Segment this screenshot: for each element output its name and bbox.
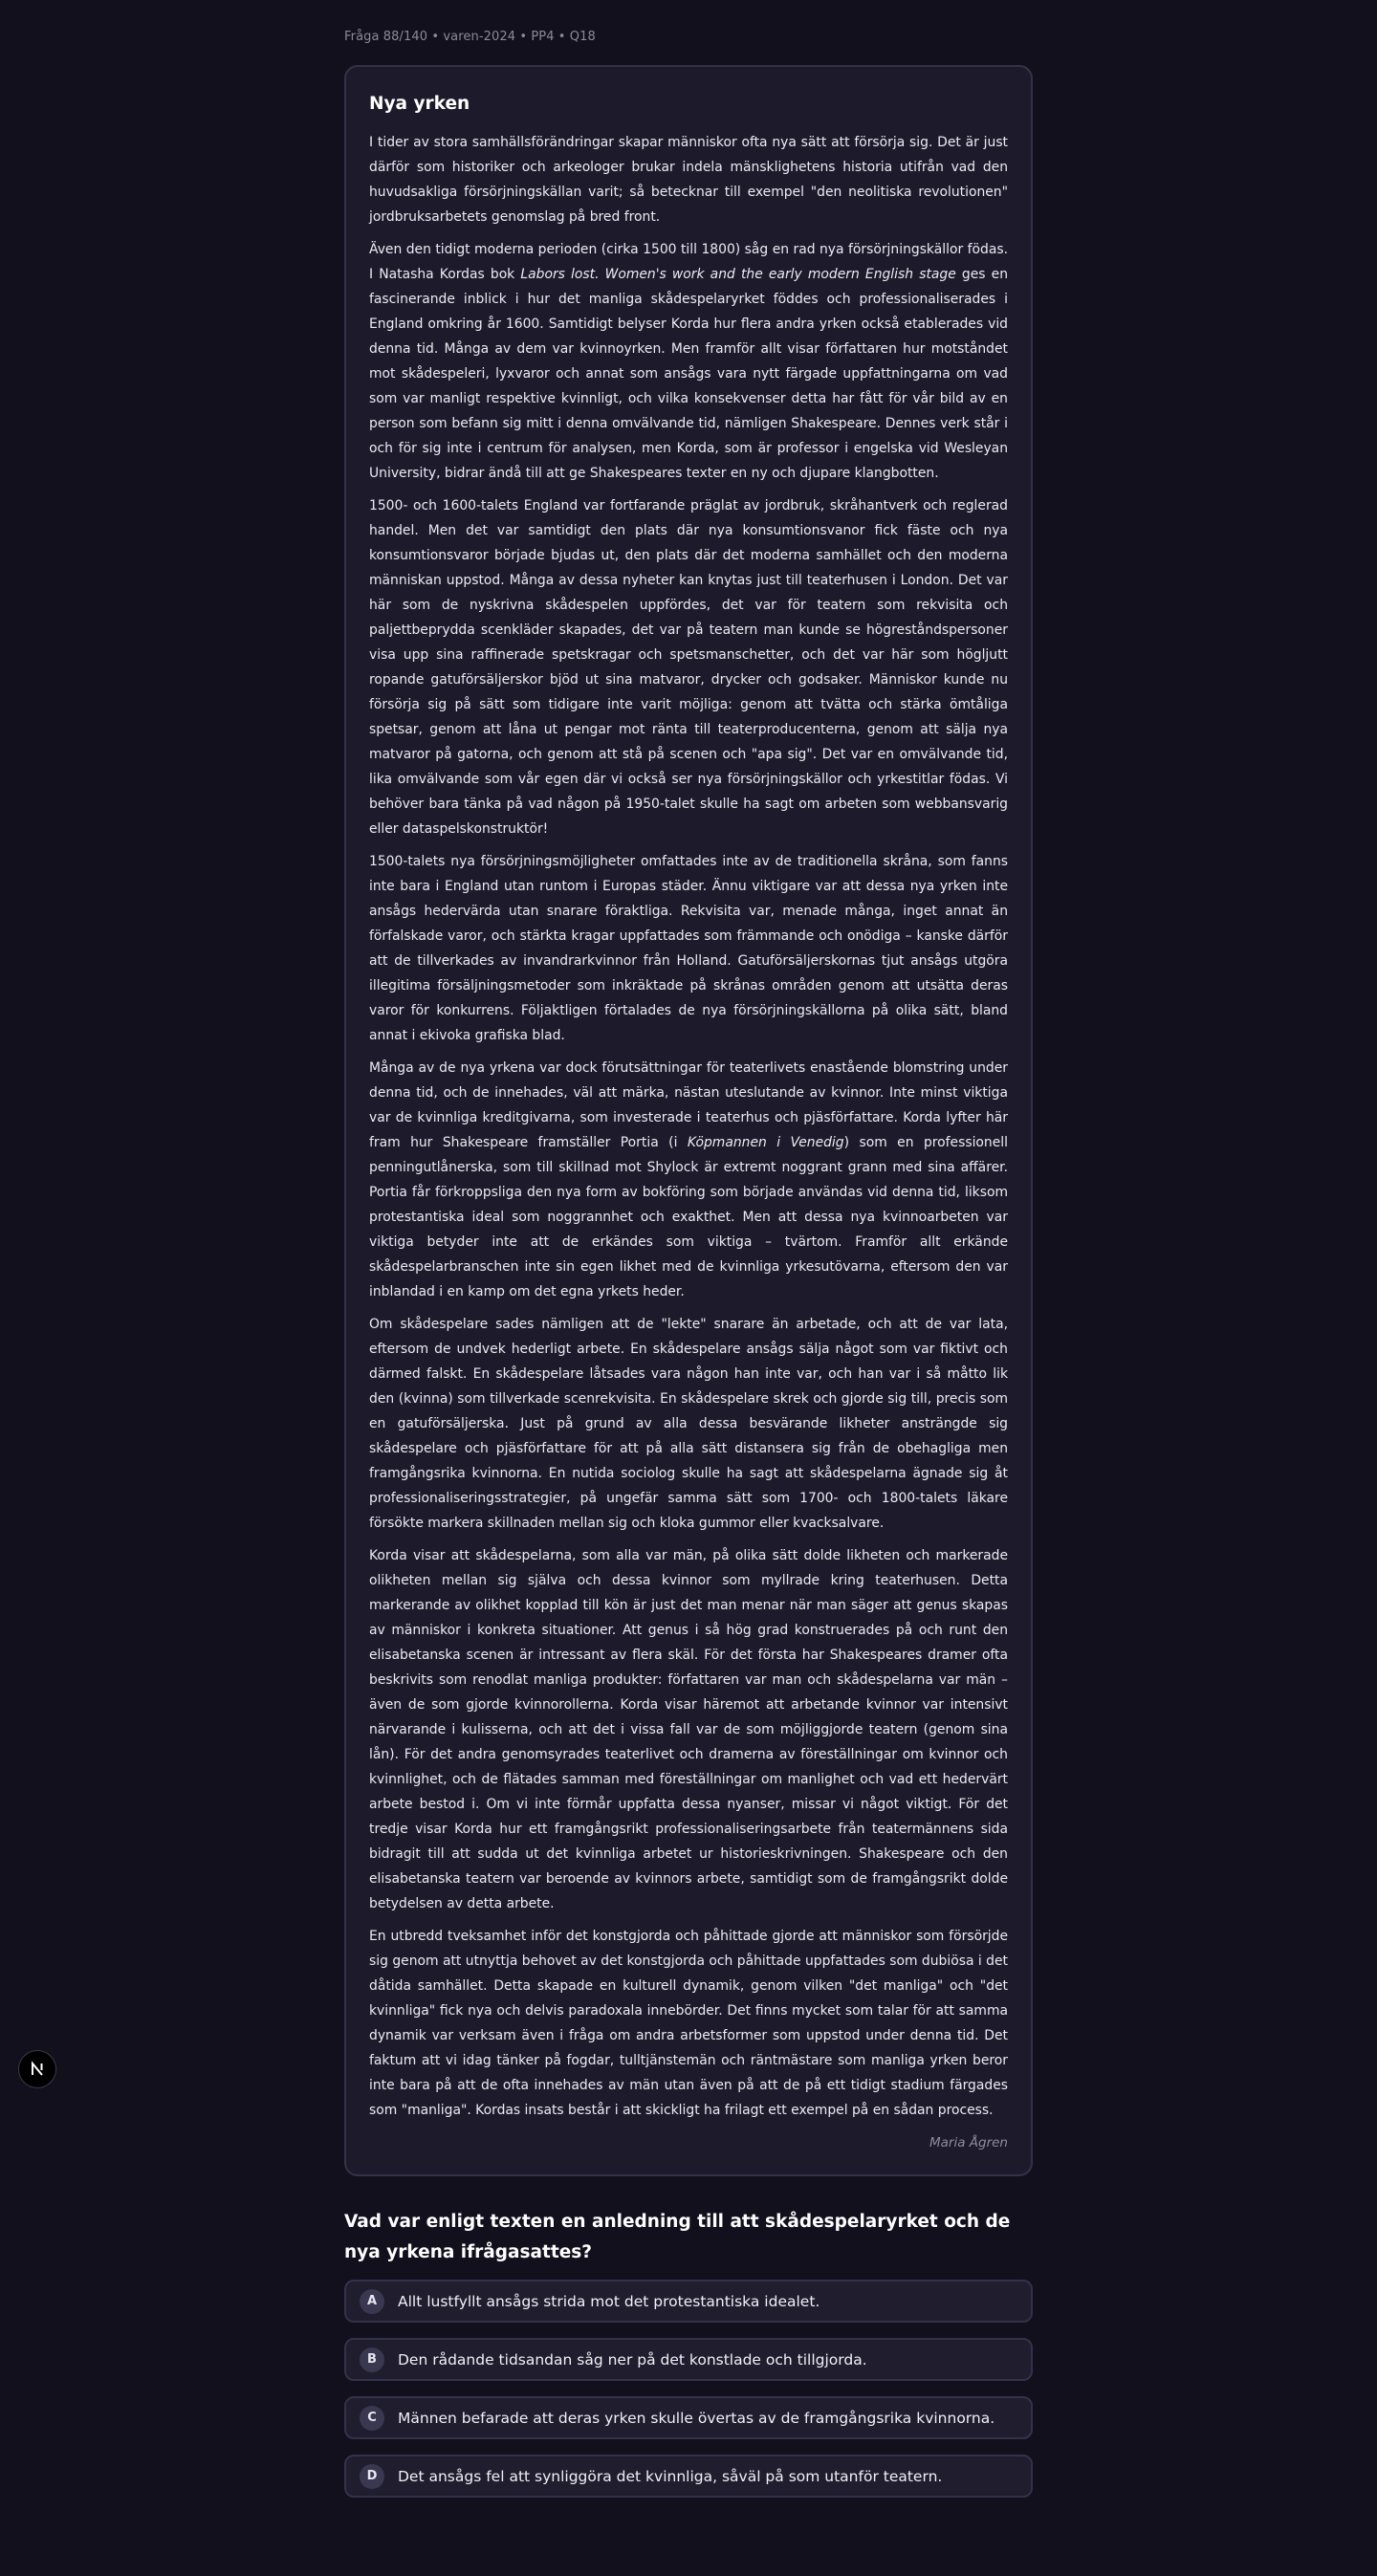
paragraph-text: ) som en professionell penningutlånerska, som till skillnad mot Shylock är extremt noggrant grann med sina affärer. Portia får förkroppsliga den nya form av bokföring som började användas vid denna tid, liksom protestantiska ideal som noggrannhet och exakthet. Men att dessa nya kvinnoarbeten var viktiga betyder inte att de erkändes som viktiga – tvärtom. Framför allt erkände skådespelarbranschen inte sin egen likhet med de kvinnliga yrkesutövarna, eftersom den var inblandad i en kamp om det egna yrkets heder. — [369, 1135, 1009, 1299]
passage-author: Maria Ågren — [929, 2135, 1008, 2150]
passage-body — [369, 130, 1008, 2123]
paragraph-text: En utbredd tveksamhet inför det konstgjorda och påhittade gjorde att människor som försörjde sig genom att utnyttja behovet av det konstgjorda och påhittade uppfattades som dubiösa i det dåtida samhället. Detta skapade en kulturell dynamik, genom vilken "det manliga" och "det kvinnliga" fick nya och delvis paradoxala innebörder. Det finns mycket som talar för att samma dynamik var verksam även i fråga om andra arbetsformer som uppstod under denna tid. Det faktum att vi idag tänker på fogdar, tulltjänstemän och räntmästare som manliga yrken beror inte bara på att de ofta innehades av män utan även på att de på ett tidigt stadium färgades som "manliga". Kordas insats består i att skickligt ha frilagt ett exempel på en sådan process. — [369, 1929, 1008, 2118]
option-letter: C — [360, 2406, 384, 2431]
passage-paragraph — [369, 1312, 1008, 1536]
option-a[interactable] — [344, 2280, 1033, 2323]
passage-paragraph — [369, 237, 1008, 486]
paragraph-text: 1500- och 1600-talets England var fortfarande präglat av jordbruk, skråhantverk och reglerad handel. Men det var samtidigt den plats där nya konsumtionsvanor fick fäste och nya konsumtionsvaror började bjudas ut, den plats där det moderna samhället och den moderna människan uppstod. Många av dessa nyheter kan knytas just till teaterhusen i London. Det var här som de nyskrivna skådespelen uppfördes, det var för teatern som rekvisita och paljettbeprydda scenkläder skapades, det var på teatern man kunde se högreståndspersoner visa upp sina raffinerade spetskragar och spetsmanschetter, och det var här som högljutt ropande gatuförsäljerskor bjöd ut sina matvaror, drycker och godsaker. Människor kunde nu försörja sig på sätt som tidigare inte varit möjliga: genom att tvätta och stärka ömtåliga spetsar, genom att låna ut pengar mot ränta till teaterproducenterna, genom att sälja nya matvaror på gatorna, och genom att stå på scenen och "apa sig". Det var en omvälvande tid, lika omvälvande som vår egen där vi också ser nya försörjningskällor och yrkestitlar födas. Vi behöver bara tänka på vad någon på 1950-talet skulle ha sagt om arbeten som webbansvarig eller dataspelskonstruktör! — [369, 498, 1008, 837]
passage-paragraph — [369, 493, 1008, 841]
option-text: Allt lustfyllt ansågs strida mot det protestantiska idealet. — [398, 2292, 820, 2310]
passage-paragraph — [369, 849, 1008, 1048]
passage-paragraph — [369, 1543, 1008, 1916]
italic-title: Köpmannen i Venedig — [687, 1135, 844, 1150]
paragraph-text: 1500-talets nya försörjningsmöjligheter omfattades inte av de traditionella skråna, som fanns inte bara i England utan runtom i Europas städer. Ännu viktigare var att dessa nya yrken inte ansågs hedervärda utan snarare föraktliga. Rekvisita var, menade många, inget annat än förfalskade varor, och stärkta kragar uppfattades som främmande och onödiga – kanske därför att de tillverkades av invandrarkvinnor från Holland. Gatuförsäljerskornas tjut ansågs utgöra illegitima försäljningsmetoder som inkräktade på skrånas områden genom att utsätta deras varor för konkurrens. Följaktligen förtalades de nya försörjningskällorna på olika sätt, bland annat i ekivoka grafiska blad. — [369, 854, 1008, 1043]
option-letter: A — [360, 2289, 384, 2314]
passage-card — [344, 65, 1033, 2176]
italic-title: Labors lost. Women's work and the early modern English stage — [520, 267, 956, 282]
paragraph-text: Många av de nya yrkena var dock förutsättningar för teaterlivets enastående blomstring under denna tid, och de innehades, väl att märka, nästan uteslutande av kvinnor. Inte minst viktiga var de kvinnliga kreditgivarna, som investerade i teaterhus och pjäsförfattare. Korda lyfter här fram hur Shakespeare framställer Portia (i — [369, 1060, 1008, 1150]
passage-paragraph — [369, 130, 1008, 229]
option-letter: D — [360, 2464, 384, 2489]
paragraph-text: Korda visar att skådespelarna, som alla var män, på olika sätt dolde likheten och markerade olikheten mellan sig själva och dessa kvinnor som myllrade kring teaterhusen. Detta markerande av olikhet kopplad till kön är just det man menar när man säger att genus skapas av människor i konkreta situationer. Att genus i så hög grad konstruerades på och runt den elisabetanska scenen är intressant av flera skäl. För det första har Shakespeares dramer ofta beskrivits som renodlat manliga produkter: författaren var man och skådespelarna var män – även de som gjorde kvinnorollerna. Korda visar häremot att arbetande kvinnor var intensivt närvarande i kulisserna, och att det i vissa fall var de som möjliggjorde teatern (genom sina lån). För det andra genomsyrades teaterlivet och dramerna av föreställningar om kvinnor och kvinnlighet, och de flätades samman med föreställningar om manlighet och vad ett hedervärt arbete bestod i. Om vi inte förmår uppfatta dessa nyanser, missar vi något viktigt. För det tredje visar Korda hur ett framgångsrikt professionaliseringsarbete från teatermännens sida bidragit till att sudda ut det kvinnliga arbetet ur historieskrivningen. Shakespeare och den elisabetanska teatern var beroende av kvinnors arbete, samtidigt som de framgångsrikt dolde betydelsen av detta arbete. — [369, 1548, 1008, 1911]
option-text: Männen befarade att deras yrken skulle övertas av de framgångsrika kvinnorna. — [398, 2409, 995, 2427]
paragraph-text: ges en fascinerande inblick i hur det manliga skådespelaryrket föddes och professionaliserades i England omkring år 1600. Samtidigt belyser Korda hur flera andra yrken också etablerades vid denna tid. Många av dem var kvinnoyrken. Men framför allt visar författaren hur motståndet mot skådespeleri, lyxvaror och annat som ansågs vara nytt färgade uppfattningarna om vad som var manligt respektive kvinnligt, och vilka konsekvenser detta har fått för vår bild av en person som befann sig mitt i denna omvälvande tid, nämligen Shakespeare. Dennes verk står i och för sig inte i centrum för analysen, men Korda, som är professor i engelska vid Wesleyan University, bidrar ändå till att ge Shakespeares texter en ny och djupare klangbotten. — [369, 267, 1009, 481]
passage-title: Nya yrken — [369, 94, 470, 114]
option-d[interactable] — [344, 2455, 1033, 2498]
passage-paragraph — [369, 1924, 1008, 2123]
next-logo-icon[interactable] — [18, 2050, 56, 2088]
passage-paragraph — [369, 1056, 1008, 1304]
option-b[interactable] — [344, 2338, 1033, 2381]
next-logo-glyph — [27, 2059, 48, 2080]
paragraph-text: Även den tidigt moderna perioden (cirka 1500 till 1800) såg en rad nya försörjningskällor födas. I Natasha Kordas bok — [369, 242, 1008, 282]
question-meta: Fråga 88/140 • varen-2024 • PP4 • Q18 — [344, 30, 596, 44]
question-text: Vad var enligt texten en anledning till att skådespelaryrket och de nya yrkena ifrågasattes? — [344, 2212, 1011, 2262]
option-text: Den rådande tidsandan såg ner på det konstlade och tillgjorda. — [398, 2350, 867, 2369]
quiz-container — [344, 0, 1033, 2513]
answer-options — [344, 2280, 1033, 2498]
option-c[interactable] — [344, 2396, 1033, 2439]
paragraph-text: Om skådespelare sades nämligen att de "lekte" snarare än arbetade, och att de var lata, eftersom de undvek hederligt arbete. En skådespelare ansågs sälja något som var fiktivt och därmed falskt. En skådespelare låtsades vara någon han inte var, och han var i så måtto lik den (kvinna) som tillverkade scenrekvisita. En skådespelare skrek och gjorde sig till, precis som en gatuförsäljerska. Just på grund av alla dessa besvärande likheter ansträngde sig skådespelare och pjäsförfattare för att på alla sätt distansera sig från de obehagliga men framgångsrika kvinnorna. En nutida sociolog skulle ha sagt att skådespelarna ägnade sig åt professionaliseringsstrategier, på ungefär samma sätt som 1700- och 1800-talets läkare försökte markera skillnaden mellan sig och kloka gummor eller kvacksalvare. — [369, 1317, 1008, 1531]
option-letter: B — [360, 2347, 384, 2372]
paragraph-text: I tider av stora samhällsförändringar skapar människor ofta nya sätt att försörja sig. Det är just därför som historiker och arkeologer brukar indela mänsklighetens historia utifrån vad den huvudsakliga försörjningskällan varit; så betecknar till exempel "den neolitiska revolutionen" jordbruksarbetets genomslag på bred front. — [369, 135, 1008, 225]
option-text: Det ansågs fel att synliggöra det kvinnliga, såväl på som utanför teatern. — [398, 2467, 943, 2485]
